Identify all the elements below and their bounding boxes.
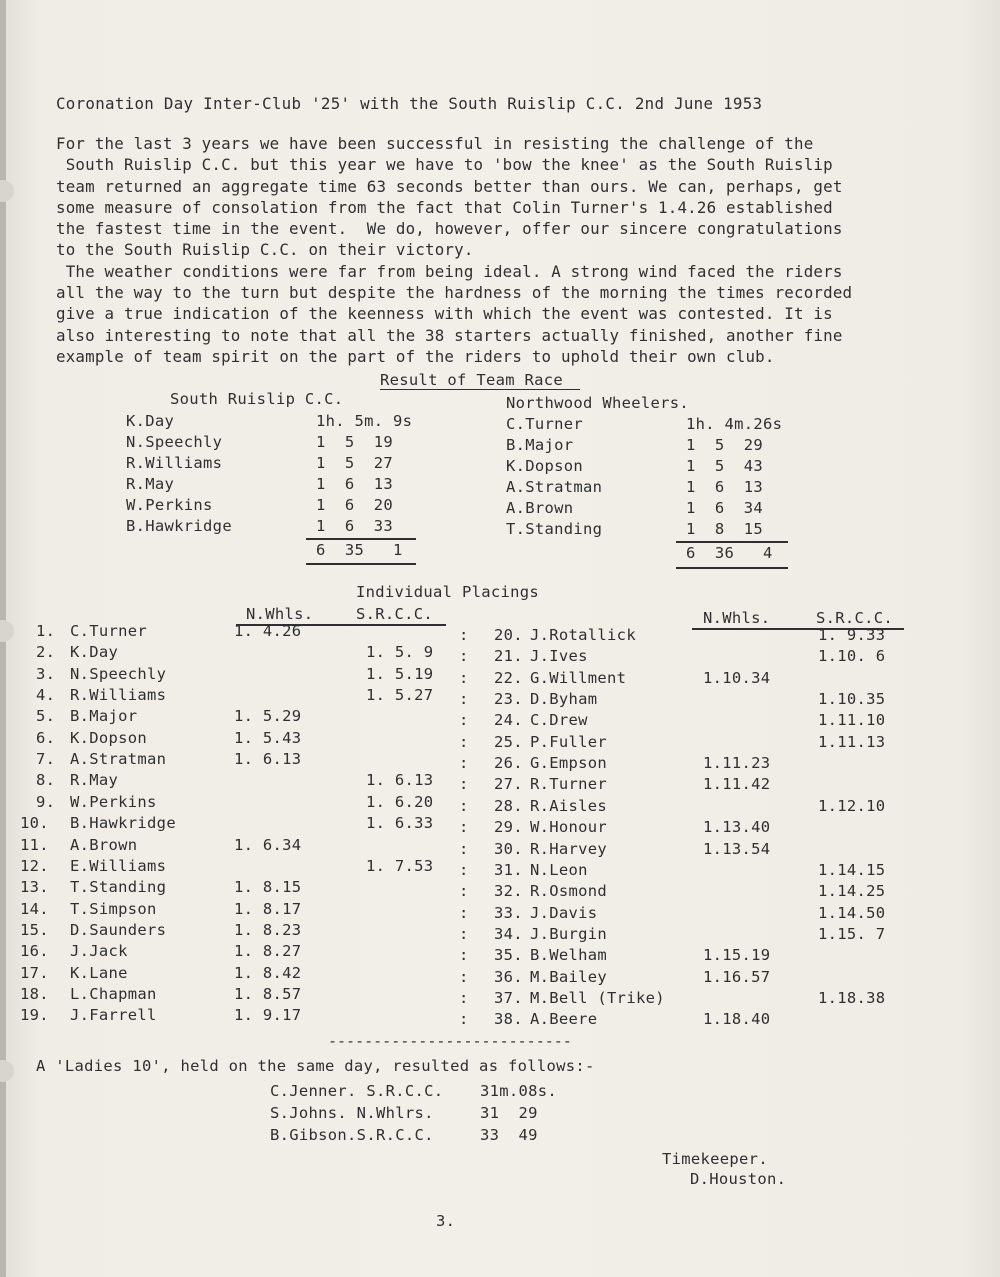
rider-name: D.Byham xyxy=(530,690,598,708)
rider-name: A.Brown xyxy=(506,499,574,517)
nw-time: 1.18.40 xyxy=(703,1010,771,1028)
srcc-time: 1. 5. 9 xyxy=(366,643,434,661)
row-position: 12. xyxy=(20,857,49,875)
rider-name: T.Standing xyxy=(70,878,167,896)
right-col-srcc-header: S.R.C.C. xyxy=(816,609,894,627)
row-position: 8. xyxy=(36,771,56,789)
nw-time: 1.15.19 xyxy=(703,946,771,964)
rider-name: C.Drew xyxy=(530,711,588,729)
rider-name: E.Williams xyxy=(70,857,167,875)
rider-name: L.Chapman xyxy=(70,985,157,1003)
nw-time: 1. 4.26 xyxy=(234,622,302,640)
colon-separator: : xyxy=(459,840,469,858)
page-number: 3. xyxy=(436,1212,456,1230)
intro-line: For the last 3 years we have been successful in resisting the challenge of the xyxy=(56,134,814,153)
rider-name: J.Davis xyxy=(530,904,598,922)
srcc-time: 1.10.35 xyxy=(818,690,886,708)
rider-name: B.Major xyxy=(506,436,574,454)
team-race-heading: Result of Team Race xyxy=(380,371,564,389)
colon-separator: : xyxy=(459,733,469,751)
srcc-time: 1. 9.33 xyxy=(818,626,886,644)
srcc-time: 1.18.38 xyxy=(818,989,886,1007)
rider-name: J.Burgin xyxy=(530,925,608,943)
rider-name: W.Honour xyxy=(530,818,608,836)
row-position: 9. xyxy=(36,793,56,811)
rider-name: A.Beere xyxy=(530,1010,598,1028)
row-position: 17. xyxy=(20,964,49,982)
row-position: 1. xyxy=(36,622,56,640)
rider-name: R.Williams xyxy=(126,454,223,472)
intro-line: South Ruislip C.C. but this year we have to 'bow the knee' as the South Ruislip xyxy=(56,155,833,175)
rider-time: 1 5 29 xyxy=(686,436,764,454)
rider-name: K.Day xyxy=(70,643,119,661)
row-position: 32. xyxy=(494,882,523,900)
total-underline xyxy=(676,567,788,569)
rider-name: T.Simpson xyxy=(70,900,157,918)
row-position: 30. xyxy=(494,840,523,858)
row-position: 21. xyxy=(494,647,523,665)
colon-separator: : xyxy=(459,989,469,1007)
row-position: 34. xyxy=(494,925,523,943)
nw-time: 1. 8.17 xyxy=(234,900,302,918)
intro-line: to the South Ruislip C.C. on their victory. xyxy=(56,240,474,260)
intro-line: all the way to the turn but despite the hardness of the morning the times recorded xyxy=(56,283,853,303)
colon-separator: : xyxy=(459,1010,469,1028)
team-total: 6 35 1 xyxy=(316,541,403,559)
rider-name: R.Osmond xyxy=(530,882,608,900)
nw-time: 1. 6.34 xyxy=(234,836,302,854)
ladies-rider-time: 33 49 xyxy=(480,1126,538,1144)
rider-time: 1h. 4m.26s xyxy=(686,415,783,433)
placings-heading: Individual Placings xyxy=(356,583,540,601)
right-col-nw-header: N.Whls. xyxy=(703,609,771,627)
rider-name: A.Stratman xyxy=(70,750,167,768)
nw-time: 1.10.34 xyxy=(703,669,771,687)
row-position: 7. xyxy=(36,750,56,768)
timekeeper-name: D.Houston. xyxy=(690,1170,787,1188)
ladies-rider-name: B.Gibson.S.R.C.C. xyxy=(270,1126,434,1144)
row-position: 20. xyxy=(494,626,523,644)
nw-time: 1.11.23 xyxy=(703,754,771,772)
row-position: 25. xyxy=(494,733,523,751)
srcc-time: 1. 5.19 xyxy=(366,665,434,683)
srcc-time: 1.14.50 xyxy=(818,904,886,922)
nw-time: 1.13.40 xyxy=(703,818,771,836)
rider-name: J.Farrell xyxy=(70,1006,157,1024)
colon-separator: : xyxy=(459,754,469,772)
rider-name: J.Jack xyxy=(70,942,128,960)
colon-separator: : xyxy=(459,775,469,793)
rider-name: B.Hawkridge xyxy=(126,517,232,535)
rider-name: K.Day xyxy=(126,412,175,430)
rider-name: N.Speechly xyxy=(126,433,223,451)
nw-time: 1. 5.29 xyxy=(234,707,302,725)
nw-time: 1. 6.13 xyxy=(234,750,302,768)
colon-separator: : xyxy=(459,946,469,964)
srcc-time: 1. 6.13 xyxy=(366,771,434,789)
rider-name: B.Welham xyxy=(530,946,608,964)
ladies-rider-name: C.Jenner. S.R.C.C. xyxy=(270,1082,444,1100)
ladies-rider-time: 31 29 xyxy=(480,1104,538,1122)
rider-name: P.Fuller xyxy=(530,733,608,751)
row-position: 6. xyxy=(36,729,56,747)
row-position: 11. xyxy=(20,836,49,854)
srcc-time: 1. 5.27 xyxy=(366,686,434,704)
row-position: 29. xyxy=(494,818,523,836)
team-total: 6 36 4 xyxy=(686,544,773,562)
colon-separator: : xyxy=(459,626,469,644)
rider-name: R.May xyxy=(70,771,119,789)
intro-line: the fastest time in the event. We do, however, offer our sincere congratulations xyxy=(56,219,843,239)
rider-name: B.Major xyxy=(70,707,138,725)
rider-name: R.Aisles xyxy=(530,797,608,815)
rider-name: R.May xyxy=(126,475,175,493)
srcc-time: 1.12.10 xyxy=(818,797,886,815)
row-position: 14. xyxy=(20,900,49,918)
binding-hole xyxy=(0,1060,14,1082)
srcc-time: 1.11.10 xyxy=(818,711,886,729)
nw-time: 1.16.57 xyxy=(703,968,771,986)
intro-line: also interesting to note that all the 38 starters actually finished, another fine xyxy=(56,325,843,345)
rider-time: 1 6 13 xyxy=(686,478,764,496)
ladies-rider-name: S.Johns. N.Whlrs. xyxy=(270,1104,434,1122)
nw-team-name: Northwood Wheelers. xyxy=(506,394,690,412)
colon-separator: : xyxy=(459,904,469,922)
intro-line: The weather conditions were far from being ideal. A strong wind faced the riders xyxy=(56,261,843,281)
binding-hole xyxy=(0,180,14,202)
ladies-intro: A 'Ladies 10', held on the same day, resulted as follows:- xyxy=(36,1057,595,1075)
intro-line: team returned an aggregate time 63 seconds better than ours. We can, perhaps, get xyxy=(56,176,843,196)
colon-separator: : xyxy=(459,818,469,836)
nw-time: 1.11.42 xyxy=(703,775,771,793)
srcc-time: 1. 6.20 xyxy=(366,793,434,811)
row-position: 3. xyxy=(36,665,56,683)
colon-separator: : xyxy=(459,647,469,665)
document-title: Coronation Day Inter-Club '25' with the South Ruislip C.C. 2nd June 1953 xyxy=(56,94,763,113)
rider-name: M.Bell (Trike) xyxy=(530,989,665,1007)
rider-time: 1 5 27 xyxy=(316,454,394,472)
colon-separator: : xyxy=(459,669,469,687)
rider-time: 1 6 20 xyxy=(316,496,394,514)
srcc-time: 1. 7.53 xyxy=(366,857,434,875)
colon-separator: : xyxy=(459,690,469,708)
row-position: 2. xyxy=(36,643,56,661)
row-position: 15. xyxy=(20,921,49,939)
nw-time: 1. 8.23 xyxy=(234,921,302,939)
nw-time: 1. 8.42 xyxy=(234,964,302,982)
rider-name: N.Leon xyxy=(530,861,588,879)
timekeeper-label: Timekeeper. xyxy=(662,1150,768,1168)
rider-time: 1 6 13 xyxy=(316,475,394,493)
rider-time: 1 5 19 xyxy=(316,433,394,451)
row-position: 37. xyxy=(494,989,523,1007)
row-position: 22. xyxy=(494,669,523,687)
srcc-time: 1.10. 6 xyxy=(818,647,886,665)
binding-hole xyxy=(0,620,14,642)
intro-line: example of team spirit on the part of the riders to uphold their own club. xyxy=(56,346,775,366)
rider-time: 1 5 43 xyxy=(686,457,764,475)
row-position: 38. xyxy=(494,1010,523,1028)
row-position: 19. xyxy=(20,1006,49,1024)
row-position: 23. xyxy=(494,690,523,708)
nw-time: 1. 8.57 xyxy=(234,985,302,1003)
row-position: 16. xyxy=(20,942,49,960)
rider-time: 1 6 34 xyxy=(686,499,764,517)
rider-time: 1 8 15 xyxy=(686,520,764,538)
row-position: 5. xyxy=(36,707,56,725)
colon-separator: : xyxy=(459,797,469,815)
srcc-time: 1.14.25 xyxy=(818,882,886,900)
colon-separator: : xyxy=(459,711,469,729)
nw-time: 1. 5.43 xyxy=(234,729,302,747)
left-col-nw-header: N.Whls. xyxy=(246,605,314,623)
left-col-srcc-header: S.R.C.C. xyxy=(356,605,434,623)
rider-name: K.Dopson xyxy=(70,729,148,747)
nw-time: 1.13.54 xyxy=(703,840,771,858)
row-position: 24. xyxy=(494,711,523,729)
rider-name: R.Williams xyxy=(70,686,167,704)
row-position: 36. xyxy=(494,968,523,986)
row-position: 28. xyxy=(494,797,523,815)
srcc-team-name: South Ruislip C.C. xyxy=(170,390,344,408)
rider-name: G.Empson xyxy=(530,754,608,772)
srcc-time: 1.11.13 xyxy=(818,733,886,751)
rider-name: R.Harvey xyxy=(530,840,608,858)
rider-name: A.Stratman xyxy=(506,478,603,496)
rider-name: C.Turner xyxy=(70,622,148,640)
rider-name: D.Saunders xyxy=(70,921,167,939)
rider-name: R.Turner xyxy=(530,775,608,793)
row-position: 27. xyxy=(494,775,523,793)
row-position: 18. xyxy=(20,985,49,1003)
heading-underline xyxy=(380,389,580,390)
rider-name: J.Ives xyxy=(530,647,588,665)
intro-line: some measure of consolation from the fact that Colin Turner's 1.4.26 established xyxy=(56,197,833,217)
colon-separator: : xyxy=(459,925,469,943)
intro-paragraph xyxy=(56,133,916,367)
colon-separator: : xyxy=(459,882,469,900)
rider-name: K.Lane xyxy=(70,964,128,982)
rider-time: 1h. 5m. 9s xyxy=(316,412,413,430)
srcc-time: 1. 6.33 xyxy=(366,814,434,832)
total-underline xyxy=(306,563,416,565)
row-position: 10. xyxy=(20,814,49,832)
colon-separator: : xyxy=(459,861,469,879)
srcc-time: 1.14.15 xyxy=(818,861,886,879)
row-position: 4. xyxy=(36,686,56,704)
nw-time: 1. 8.15 xyxy=(234,878,302,896)
row-position: 13. xyxy=(20,878,49,896)
rider-name: C.Turner xyxy=(506,415,584,433)
colon-separator: : xyxy=(459,968,469,986)
row-position: 33. xyxy=(494,904,523,922)
rider-name: W.Perkins xyxy=(126,496,213,514)
rider-name: A.Brown xyxy=(70,836,138,854)
rider-name: M.Bailey xyxy=(530,968,608,986)
rider-name: N.Speechly xyxy=(70,665,167,683)
nw-time: 1. 9.17 xyxy=(234,1006,302,1024)
ladies-rider-time: 31m.08s. xyxy=(480,1082,558,1100)
rider-name: G.Willment xyxy=(530,669,627,687)
section-divider: --------------------------- xyxy=(328,1032,572,1050)
rider-name: W.Perkins xyxy=(70,793,157,811)
row-position: 31. xyxy=(494,861,523,879)
row-position: 35. xyxy=(494,946,523,964)
row-position: 26. xyxy=(494,754,523,772)
rider-name: B.Hawkridge xyxy=(70,814,176,832)
rider-name: T.Standing xyxy=(506,520,603,538)
rider-name: K.Dopson xyxy=(506,457,584,475)
intro-line: give a true indication of the keenness with which the event was contested. It is xyxy=(56,304,833,324)
nw-time: 1. 8.27 xyxy=(234,942,302,960)
rider-time: 1 6 33 xyxy=(316,517,394,535)
srcc-time: 1.15. 7 xyxy=(818,925,886,943)
rider-name: J.Rotallick xyxy=(530,626,636,644)
